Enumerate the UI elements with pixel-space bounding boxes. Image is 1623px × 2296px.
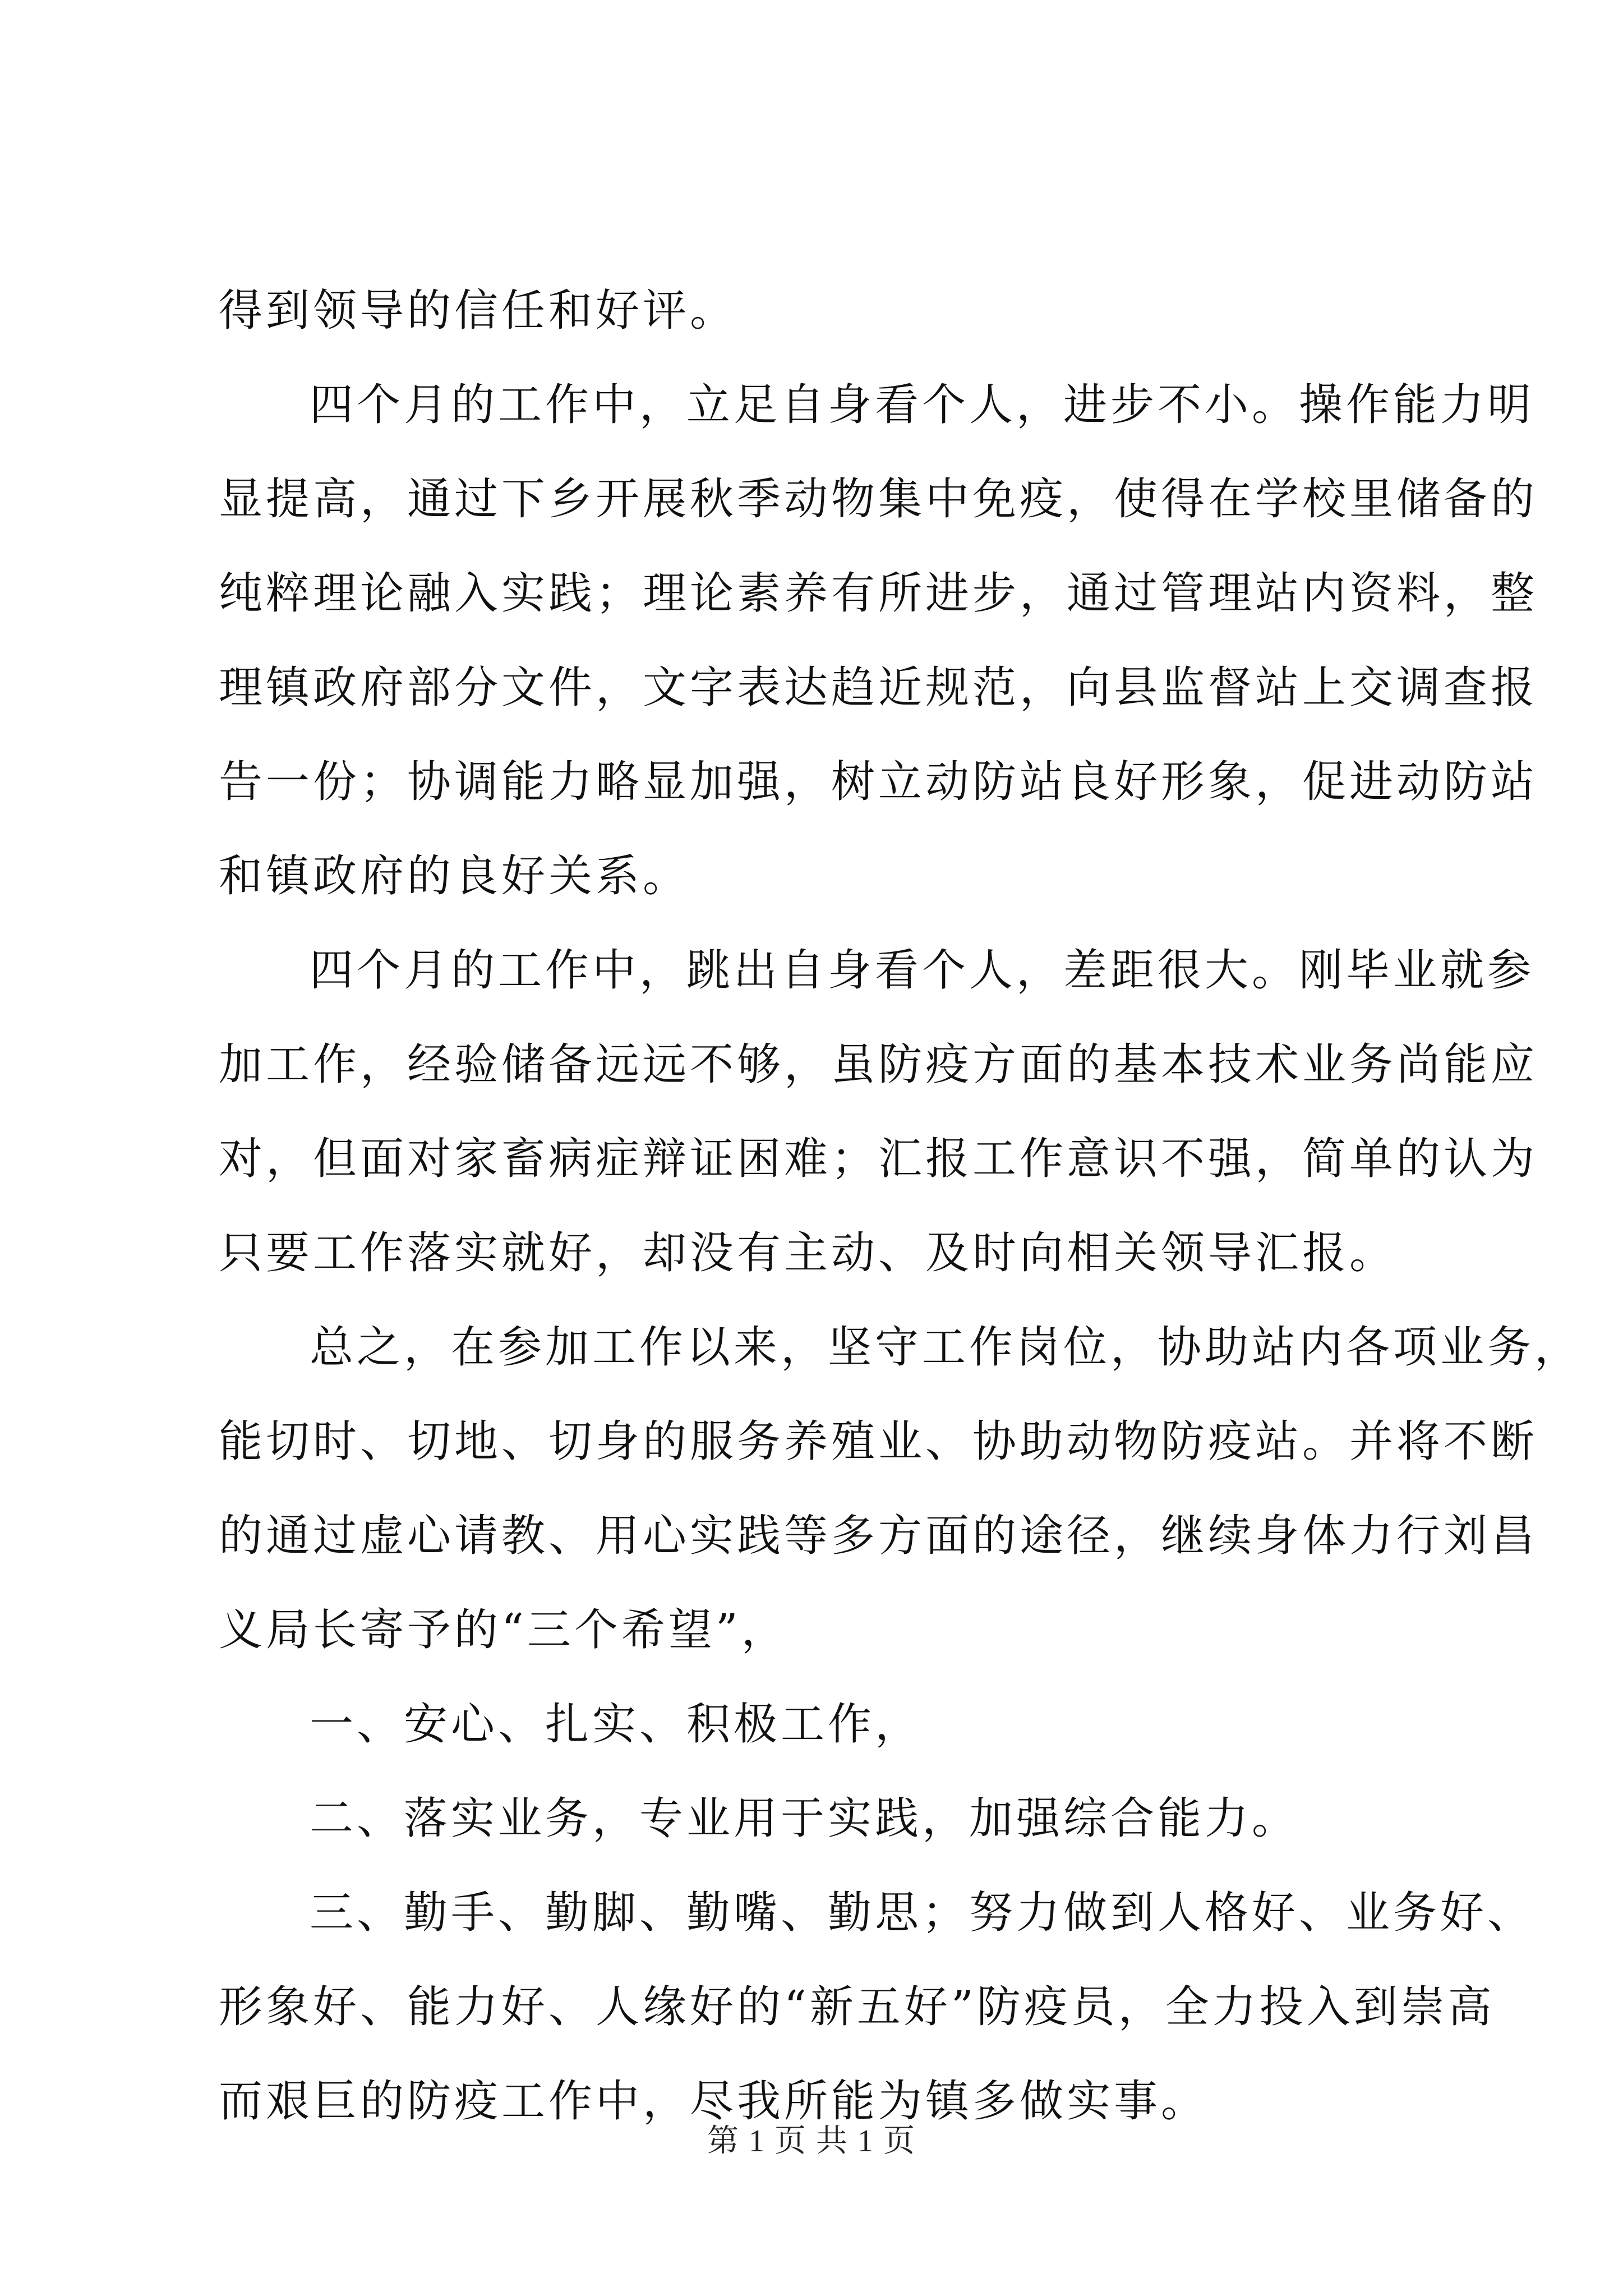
page-number-footer: 第 1 页 共 1 页 [707, 2124, 916, 2159]
document-body [219, 264, 1582, 2148]
text-line: 理镇政府部分文件，文字表达趋近规范，向县监督站上交调查报 [219, 662, 1538, 713]
text-line: 而艰巨的防疫工作中，尽我所能为镇多做实事。 [219, 2076, 1209, 2127]
text-line: 义局长寄予的“三个希望”， [219, 1605, 789, 1655]
paragraph-first-line: 四个月的工作中，跳出自身看个人，差距很大。刚毕业就参 [310, 945, 1535, 996]
text-line: 对，但面对家畜病症辩证困难；汇报工作意识不强，简单的认为 [219, 1134, 1538, 1184]
text-line: 加工作，经验储备远远不够，虽防疫方面的基本技术业务尚能应 [219, 1039, 1538, 1090]
paragraph-first-line: 四个月的工作中，立足自身看个人，进步不小。操作能力明 [310, 380, 1535, 430]
text-line: 只要工作落实就好，却没有主动、及时向相关领导汇报。 [219, 1228, 1397, 1278]
text-line: 得到领导的信任和好评。 [219, 286, 737, 336]
text-line: 能切时、切地、切身的服务养殖业、协助动物防疫站。并将不断 [219, 1416, 1538, 1467]
list-item: 一、安心、扎实、积极工作， [310, 1699, 923, 1750]
text-line: 的通过虚心请教、用心实践等多方面的途径，继续身体力行刘昌 [219, 1511, 1538, 1561]
paragraph-first-line: 总之，在参加工作以来，坚守工作岗位，协助站内各项业务， [310, 1322, 1582, 1373]
text-line: 纯粹理论融入实践；理论素养有所进步，通过管理站内资料，整 [219, 568, 1538, 619]
list-item: 二、落实业务，专业用于实践，加强综合能力。 [310, 1793, 1299, 1844]
text-line: 和镇政府的良好关系。 [219, 851, 690, 901]
text-line: 显提高，通过下乡开展秋季动物集中免疫，使得在学校里储备的 [219, 474, 1538, 524]
text-line: 告一份；协调能力略显加强，树立动防站良好形象，促进动防站 [219, 757, 1538, 807]
text-line: 形象好、能力好、人缘好的“新五好”防疫员，全力投入到崇高 [219, 1982, 1495, 2032]
list-item: 三、勤手、勤脚、勤嘴、勤思；努力做到人格好、业务好、 [310, 1888, 1535, 1938]
